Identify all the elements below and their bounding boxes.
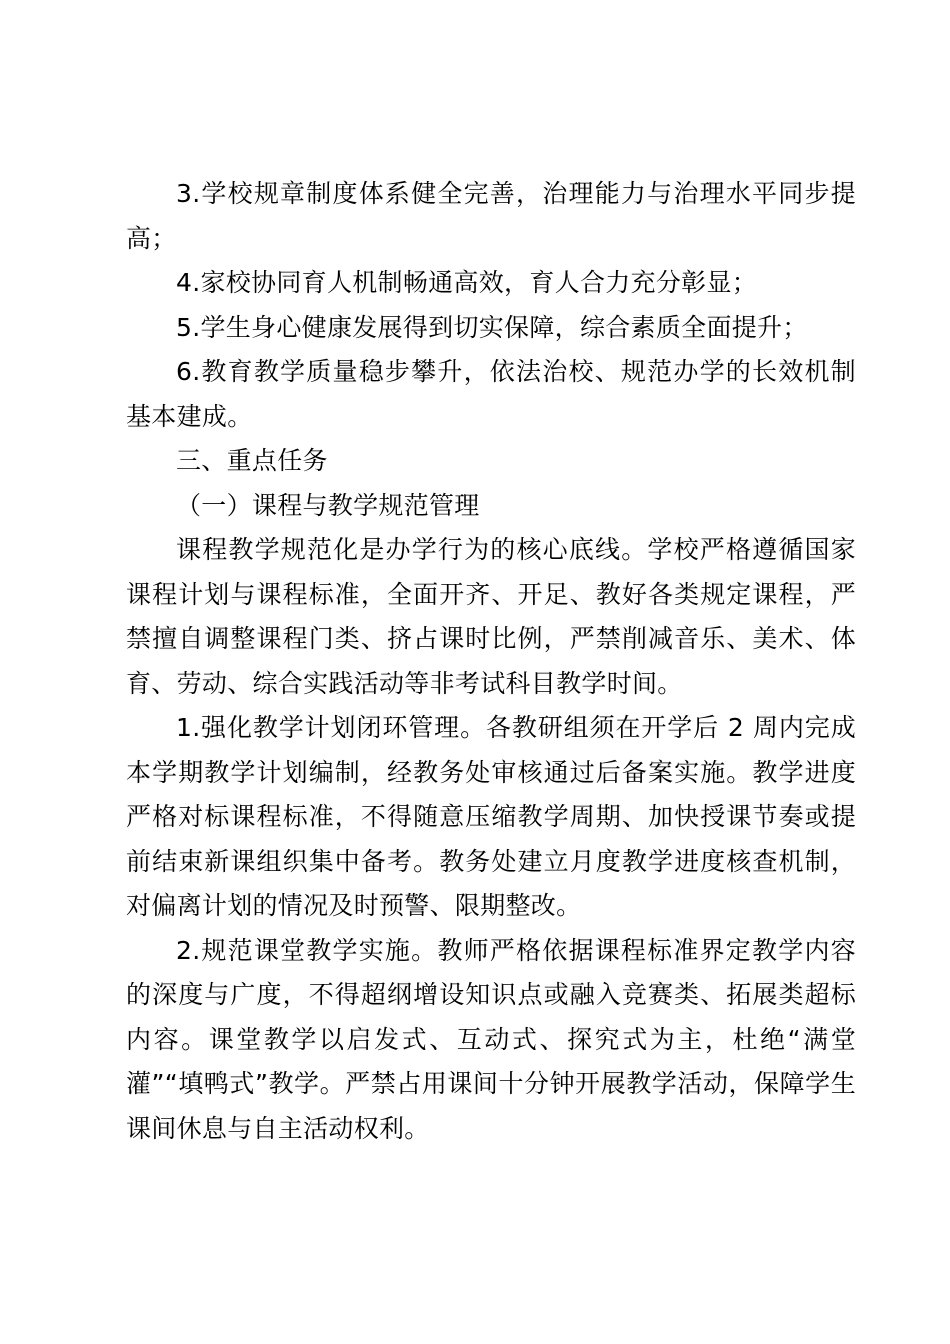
task-item-2: 2.规范课堂教学实施。教师严格依据课程标准界定教学内容的深度与广度，不得超纲增设知识点或融入竞赛类、拓展类超标内容。课堂教学以启发式、互动式、探究式为主，杜绝“满堂灌”“填鸭式”教学。严禁占用课间十分钟开展教学活动，保障学生课间休息与自主活动权利。 [126,935,856,1143]
goal-item-6: 6.教育教学质量稳步攀升，依法治校、规范办学的长效机制基本建成。 [126,357,856,431]
body-paragraph: 课程教学规范化是办学行为的核心底线。学校严格遵循国家课程计划与课程标准，全面开齐、开足、教好各类规定课程，严禁擅自调整课程门类、挤占课时比例，严禁削减音乐、美术、体育、劳动、综合实践活动等非考试科目教学时间。 [126,535,856,698]
goal-item-5: 5.学生身心健康发展得到切实保障，综合素质全面提升； [176,312,808,342]
task-item-1: 1.强化教学计划闭环管理。各教研组须在开学后 2 周内完成本学期教学计划编制，经教务处审核通过后备案实施。教学进度严格对标课程标准，不得随意压缩教学周期、加快授课节奏或提前结束新课组织集中备考。教务处建立月度教学进度核查机制，对偏离计划的情况及时预警、限期整改。 [126,713,856,920]
goal-item-3: 3.学校规章制度体系健全完善，治理能力与治理水平同步提高； [126,179,856,253]
goal-item-4: 4.家校协同育人机制畅通高效，育人合力充分彰显； [176,268,758,297]
section-heading: 三、重点任务 [176,446,328,475]
subsection-heading: （一）课程与教学规范管理 [176,490,480,520]
document-body [126,172,856,1151]
